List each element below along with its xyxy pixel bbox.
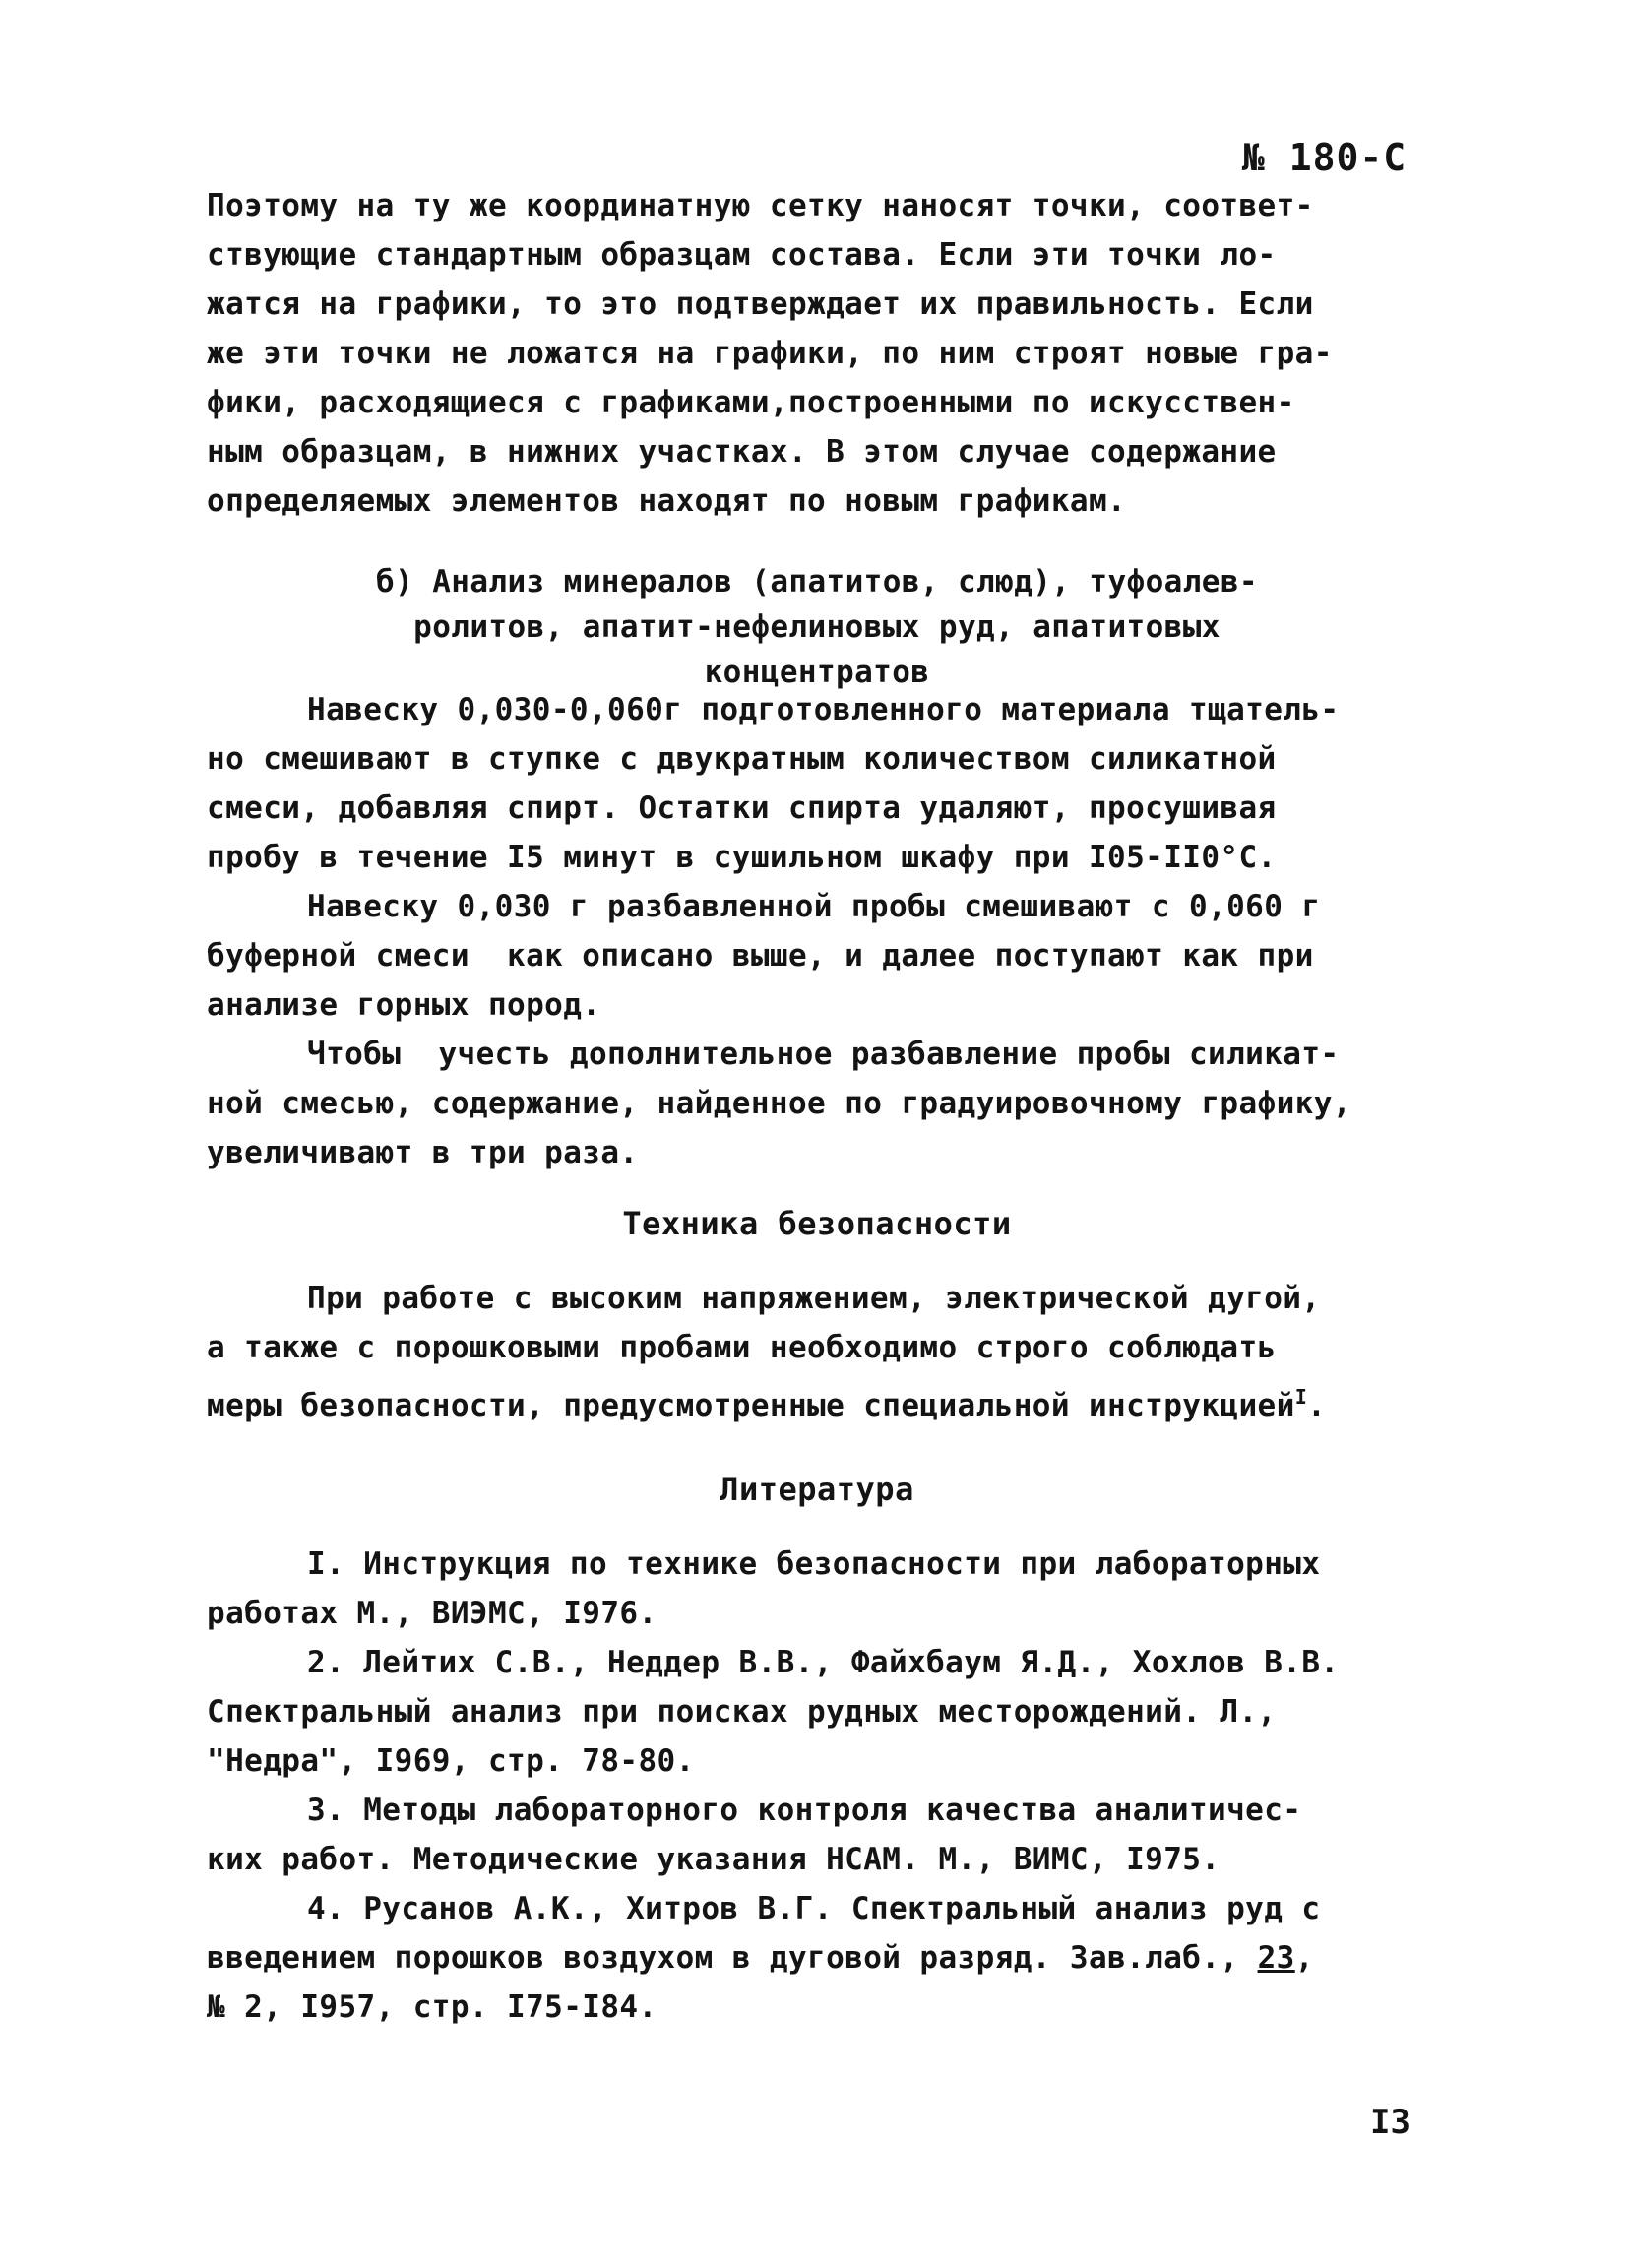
safety-paragraph — [207, 1274, 1427, 1430]
text-line: Навеску 0,030 г разбавленной пробы смешивают с 0,060 г — [307, 889, 1321, 924]
reference-4 — [207, 1884, 1427, 2032]
reference-2 — [207, 1638, 1427, 1786]
text-line: определяемых элементов находят по новым графикам. — [207, 483, 1127, 519]
text-line: ких работ. Методические указания НСАМ. М., ВИМС, I975. — [207, 1842, 1221, 1877]
text-line — [207, 1372, 1427, 1430]
volume-number: 23 — [1257, 1940, 1295, 1976]
punctuation: . — [1307, 1388, 1327, 1423]
text-line: Навеску 0,030-0,060г подготовленного материала тщатель- — [307, 692, 1340, 727]
heading-line: концентратов — [704, 655, 930, 690]
text-line: № 2, I957, стр. I75-I84. — [207, 1989, 657, 2025]
text-line: ным образцам, в нижних участках. В этом случае содержание — [207, 434, 1277, 470]
text-line: работах М., ВИЭМС, I976. — [207, 1596, 657, 1631]
sample-prep-paragraph — [207, 685, 1427, 882]
text-line: жатся на графики, то это подтверждает их правильность. Если — [207, 286, 1314, 322]
text-line: но смешивают в ступке с двукратным количеством силикатной — [207, 741, 1277, 777]
text-line: буферной смеси как описано выше, и далее поступают как при — [207, 938, 1314, 974]
section-heading — [295, 559, 1339, 695]
text-line: фики, расходящиеся с графиками,построенными по искусствен- — [207, 385, 1295, 420]
punctuation: , — [1294, 1940, 1314, 1976]
text-line: пробу в течение I5 минут в сушильном шкафу при I05-II0°С. — [207, 840, 1277, 875]
text-line: а также с порошковыми пробами необходимо строго соблюдать — [207, 1330, 1277, 1365]
text-segment: введением порошков воздухом в дуговой разряд. Зав.лаб., — [207, 1940, 1258, 1976]
text-line: смеси, добавляя спирт. Остатки спирта удаляют, просушивая — [207, 790, 1277, 826]
text-line: Чтобы учесть дополнительное разбавление пробы силикат- — [307, 1037, 1340, 1072]
reference-1 — [207, 1540, 1427, 1638]
text-line: "Недра", I969, стр. 78-80. — [207, 1743, 695, 1779]
mixing-paragraph — [207, 882, 1427, 1030]
text-line: ствующие стандартным образцам состава. Если эти точки ло- — [207, 237, 1277, 273]
page-number: I3 — [1370, 2103, 1410, 2142]
heading-line: ролитов, апатит-нефелиновых руд, апатитовых — [413, 609, 1221, 645]
dilution-paragraph — [207, 1030, 1427, 1177]
text-line: 3. Методы лабораторного контроля качества аналитичес- — [307, 1793, 1302, 1828]
text-segment: меры безопасности, предусмотренные специальной инструкцией — [207, 1388, 1295, 1423]
intro-paragraph — [207, 181, 1427, 526]
text-line: 2. Лейтих С.В., Неддер В.В., Файхбаум Я.Д., Хохлов В.В. — [307, 1645, 1340, 1680]
reference-3 — [207, 1786, 1427, 1884]
text-line: 4. Русанов А.К., Хитров В.Г. Спектральный анализ руд с — [307, 1891, 1321, 1926]
document-number: № 180-С — [1242, 136, 1408, 179]
text-line: Поэтому на ту же координатную сетку наносят точки, соответ- — [207, 188, 1314, 223]
text-line: же эти точки не ложатся на графики, по ним строят новые гра- — [207, 336, 1333, 371]
literature-heading: Литература — [720, 1471, 914, 1508]
heading-line: б) Анализ минералов (апатитов, слюд), туфоалев- — [376, 564, 1258, 599]
text-line: анализе горных пород. — [207, 987, 601, 1023]
footnote-mark: I — [1294, 1385, 1308, 1409]
text-line: При работе с высоким напряжением, электрической дугой, — [307, 1281, 1321, 1316]
text-line: Спектральный анализ при поисках рудных месторождений. Л., — [207, 1694, 1277, 1730]
text-line: I. Инструкция по технике безопасности при лабораторных — [307, 1546, 1321, 1582]
text-line: увеличивают в три раза. — [207, 1135, 639, 1170]
text-line: ной смесью, содержание, найденное по градуировочному графику, — [207, 1086, 1351, 1121]
text-line — [207, 1933, 1427, 1983]
safety-heading: Техника безопасности — [622, 1205, 1012, 1242]
